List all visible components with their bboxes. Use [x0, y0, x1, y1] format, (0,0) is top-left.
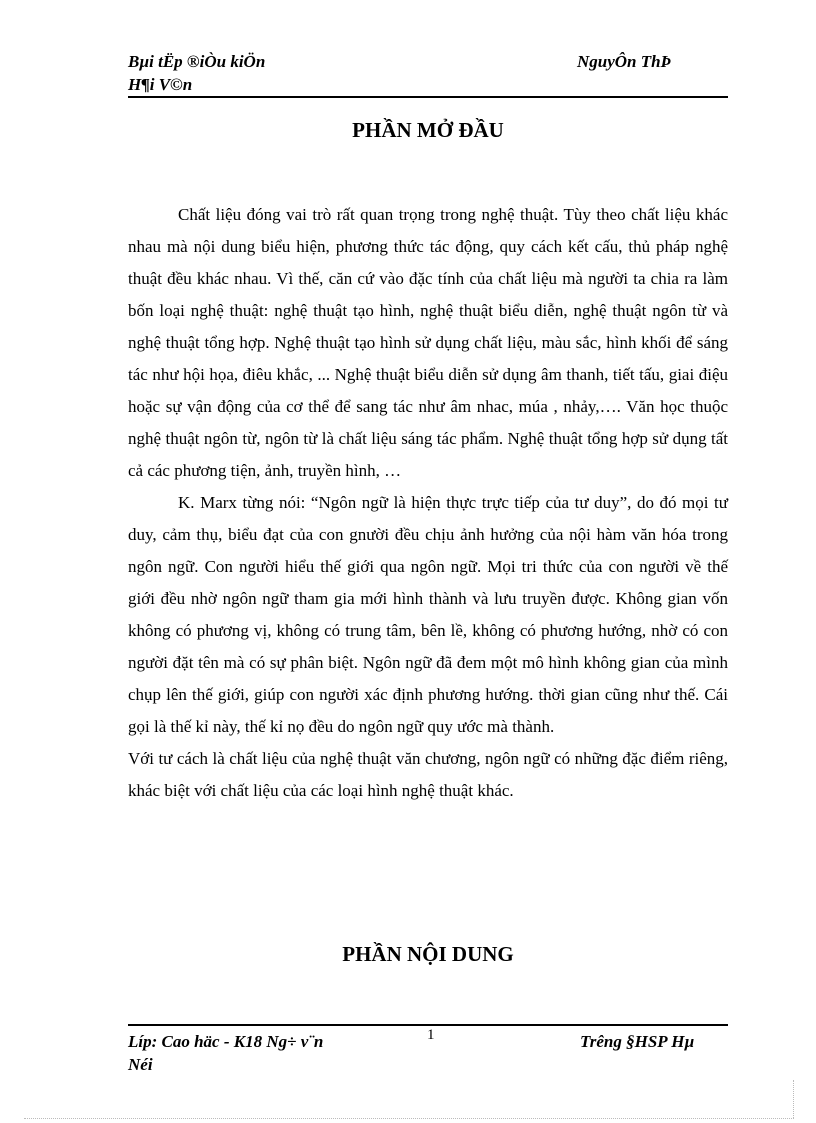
header-left — [128, 50, 388, 96]
footer-left — [128, 1030, 388, 1076]
header-right: NguyÔn ThÞ — [577, 52, 671, 71]
section-title-intro: PHẦN MỞ ĐẦU — [352, 118, 504, 142]
paragraph: K. Marx từng nói: “Ngôn ngữ là hiện thực trực tiếp của tư duy”, do đó mọi tư duy, cảm thụ, biểu đạt của con gnười đều chịu ảnh hưởng của nội hàm văn hóa trong ngôn ngữ. Con người hiểu thế giới qua ngôn ngữ. Mọi tri thức của con người về thế giới đều nhờ ngôn ngữ tham gia mới hình thành và lưu truyền được. Không gian vốn không có phương vị, không có trung tâm, bên lề, không có phương hướng, nhờ có con người đặt tên mà có sự phân biệt. Ngôn ngữ đã đem một mô hình không gian của mình chụp lên thế giới, giúp con người xác định phương hướng. thời gian cũng như thế. Cái gọi là thế kỉ này, thế kỉ nọ đều do ngôn ngữ quy ước mà thành. — [128, 493, 728, 736]
page-number: 1 — [427, 1027, 435, 1043]
paragraph: Chất liệu đóng vai trò rất quan trọng trong nghệ thuật. Tùy theo chất liệu khác nhau mà nội dung biểu hiện, phương thức tác động, quy cách kết cấu, thủ pháp nghệ thuật đều khác nhau. Vì thế, căn cứ vào đặc tính của chất liệu mà người ta chia ra làm bốn loại nghệ thuật: nghệ thuật tạo hình, nghệ thuật biểu diễn, nghệ thuật ngôn từ và nghệ thuật tổng hợp. Nghệ thuật tạo hình sử dụng chất liệu, màu sắc, hình khối để sáng tác như hội họa, điêu khắc, ... Nghệ thuật biểu diễn sử dụng âm thanh, tiết tấu, giai điệu hoặc sự vận động của cơ thể để sang tác như âm nhac, múa , nhảy,…. Văn học thuộc nghệ thuật ngôn từ, ngôn từ là chất liệu sáng tác phẩm. Nghệ thuật tổng hợp sử dụng tất cả các phương tiện, ảnh, truyền hình, … — [128, 205, 728, 480]
page-right-edge — [793, 1080, 794, 1118]
header-left-line1: Bµi tËp ®iÒu kiÖn — [128, 52, 266, 71]
section-title-content: PHẦN NỘI DUNG — [342, 942, 514, 966]
header-left-line2: H¶i V©n — [128, 75, 193, 94]
header-divider — [128, 96, 728, 98]
paragraph: Với tư cách là chất liệu của nghệ thuật văn chương, ngôn ngữ có những đặc điểm riêng, khác biệt với chất liệu của các loại hình nghệ thuật khác. — [128, 749, 728, 800]
footer-left-line2: Néi — [128, 1055, 153, 1074]
page-bottom-edge — [24, 1118, 794, 1119]
document-body — [128, 199, 728, 807]
footer-left-line1: Líp: Cao häc - K18 Ng÷ v¨n — [128, 1032, 324, 1051]
footer-right: Trêng §HSP Hµ — [580, 1032, 695, 1051]
